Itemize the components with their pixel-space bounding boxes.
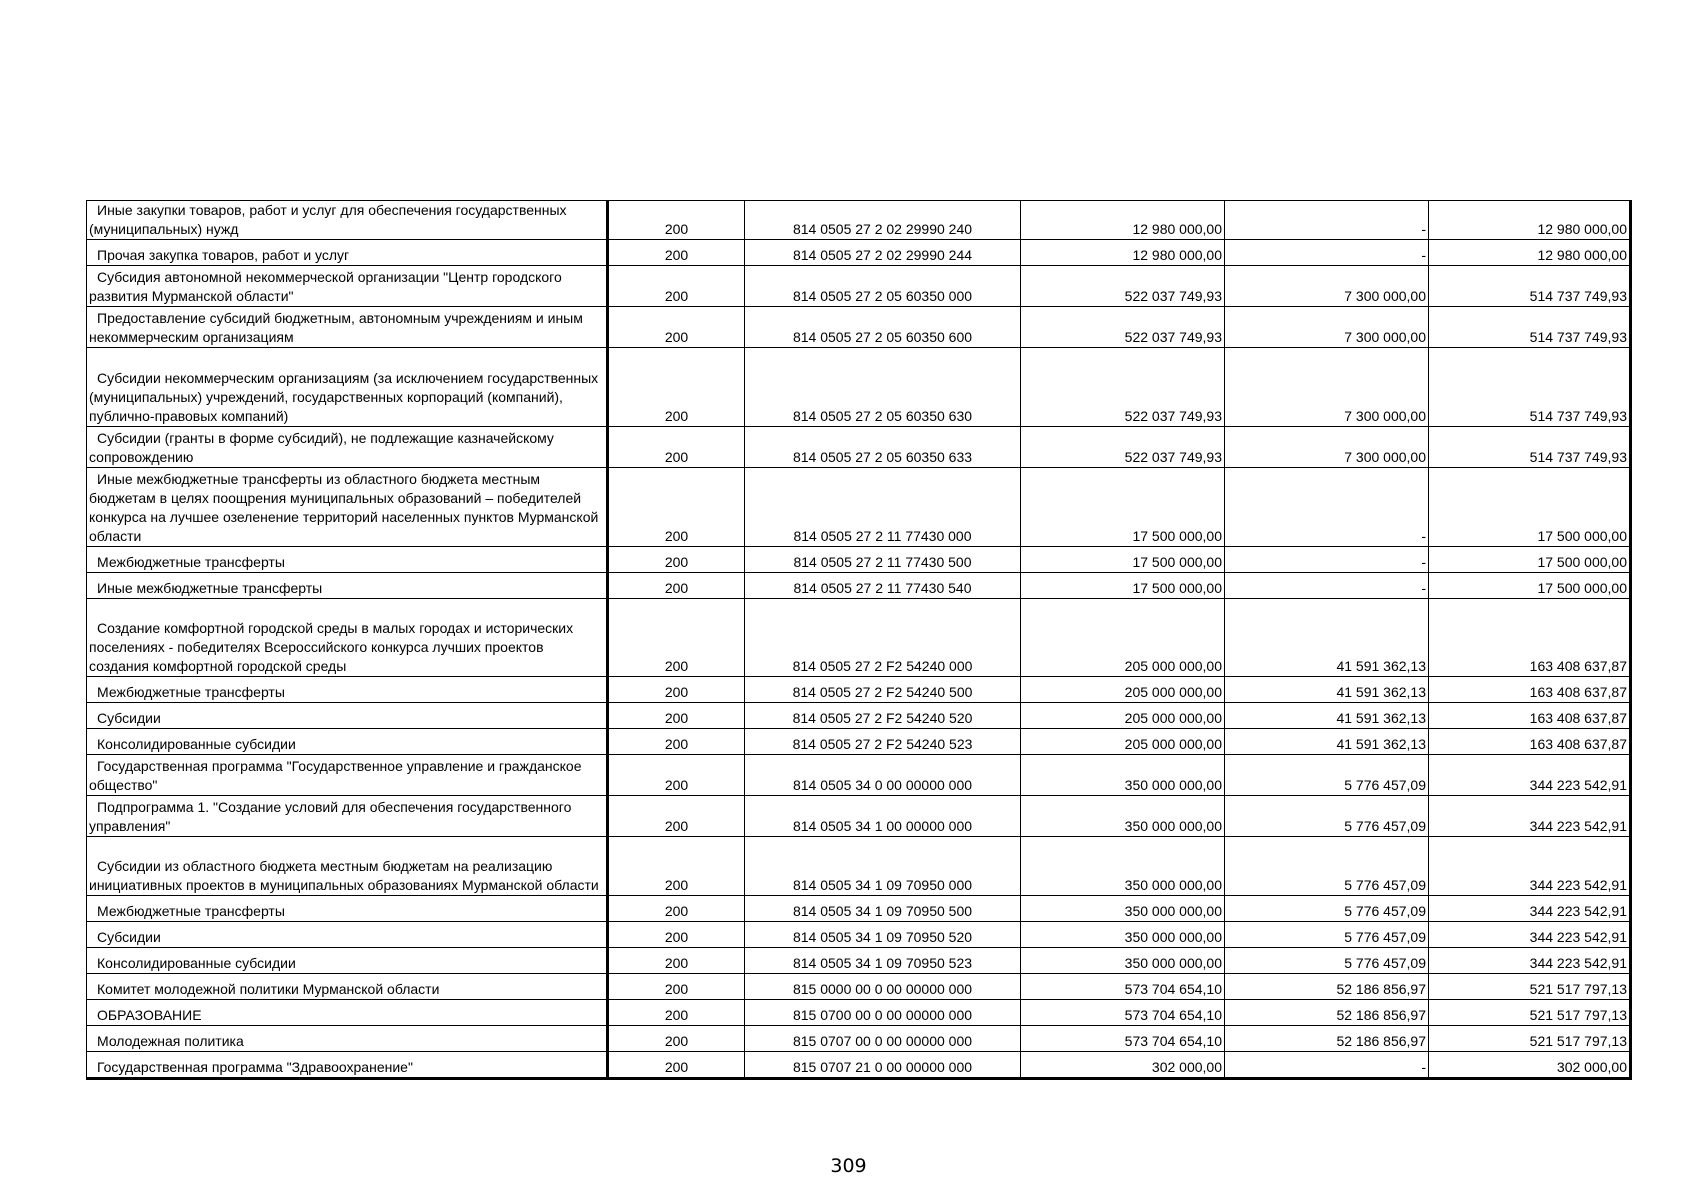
row-name-cell: Консолидированные субсидии [87,729,608,755]
table-row [87,837,1631,896]
row-remaining-cell: 344 223 542,91 [1429,896,1631,922]
row-name-cell: Молодежная политика [87,1026,608,1052]
row-executed-cell: 52 186 856,97 [1225,1000,1429,1026]
row-classification-cell: 814 0505 34 1 00 00000 000 [745,796,1021,837]
table-row [87,1000,1631,1026]
row-name-cell: Комитет молодежной политики Мурманской области [87,974,608,1000]
row-executed-cell: 41 591 362,13 [1225,729,1429,755]
table-row [87,1026,1631,1052]
row-remaining-cell: 12 980 000,00 [1429,201,1631,240]
row-remaining-cell: 344 223 542,91 [1429,948,1631,974]
row-executed-cell: 41 591 362,13 [1225,677,1429,703]
table-row [87,1052,1631,1079]
row-classification-cell: 814 0505 34 1 09 70950 500 [745,896,1021,922]
row-remaining-cell: 514 737 749,93 [1429,348,1631,427]
table-row [87,468,1631,547]
row-executed-cell: 7 300 000,00 [1225,266,1429,307]
row-classification-cell: 814 0505 34 1 09 70950 523 [745,948,1021,974]
row-remaining-cell: 514 737 749,93 [1429,427,1631,468]
row-executed-cell: - [1225,240,1429,266]
table-row [87,201,1631,240]
row-executed-cell: - [1225,201,1429,240]
row-classification-cell: 814 0505 27 2 02 29990 244 [745,240,1021,266]
row-name-cell: Консолидированные субсидии [87,948,608,974]
row-classification-cell: 814 0505 27 2 11 77430 000 [745,468,1021,547]
row-executed-cell: - [1225,547,1429,573]
table-row [87,922,1631,948]
row-classification-cell: 814 0505 27 2 05 60350 633 [745,427,1021,468]
row-classification-cell: 814 0505 27 2 F2 54240 000 [745,599,1021,677]
row-plan-cell: 12 980 000,00 [1021,201,1225,240]
row-classification-cell: 815 0707 21 0 00 00000 000 [745,1052,1021,1079]
row-remaining-cell: 17 500 000,00 [1429,468,1631,547]
row-name-cell: Субсидии [87,703,608,729]
row-code-cell: 200 [608,837,745,896]
page-number: 309 [830,1155,867,1177]
row-classification-cell: 814 0505 27 2 F2 54240 500 [745,677,1021,703]
table-row [87,599,1631,677]
row-plan-cell: 17 500 000,00 [1021,547,1225,573]
row-plan-cell: 522 037 749,93 [1021,307,1225,348]
table-row [87,703,1631,729]
row-name-cell: Прочая закупка товаров, работ и услуг [87,240,608,266]
table-row [87,427,1631,468]
row-code-cell: 200 [608,201,745,240]
row-name-cell: Государственная программа "Здравоохранение" [87,1052,608,1079]
row-remaining-cell: 514 737 749,93 [1429,266,1631,307]
row-remaining-cell: 163 408 637,87 [1429,703,1631,729]
row-plan-cell: 522 037 749,93 [1021,348,1225,427]
row-code-cell: 200 [608,974,745,1000]
table-row [87,729,1631,755]
row-classification-cell: 814 0505 27 2 05 60350 600 [745,307,1021,348]
row-remaining-cell: 521 517 797,13 [1429,1026,1631,1052]
row-executed-cell: - [1225,468,1429,547]
row-plan-cell: 522 037 749,93 [1021,266,1225,307]
row-plan-cell: 573 704 654,10 [1021,1026,1225,1052]
row-executed-cell: 52 186 856,97 [1225,974,1429,1000]
row-remaining-cell: 521 517 797,13 [1429,974,1631,1000]
row-code-cell: 200 [608,677,745,703]
table-row [87,348,1631,427]
row-name-cell: Субсидия автономной некоммерческой организации "Центр городского развития Мурманской области" [87,266,608,307]
row-executed-cell: 41 591 362,13 [1225,599,1429,677]
row-plan-cell: 302 000,00 [1021,1052,1225,1079]
table-row [87,573,1631,599]
row-code-cell: 200 [608,468,745,547]
table-row [87,266,1631,307]
row-code-cell: 200 [608,1052,745,1079]
row-name-cell: ОБРАЗОВАНИЕ [87,1000,608,1026]
table-row [87,677,1631,703]
row-plan-cell: 17 500 000,00 [1021,573,1225,599]
row-executed-cell: 5 776 457,09 [1225,796,1429,837]
row-classification-cell: 815 0000 00 0 00 00000 000 [745,974,1021,1000]
row-name-cell: Субсидии из областного бюджета местным бюджетам на реализацию инициативных проектов в муниципальных образованиях Мурманской области [87,837,608,896]
row-classification-cell: 814 0505 34 0 00 00000 000 [745,755,1021,796]
row-remaining-cell: 344 223 542,91 [1429,796,1631,837]
row-name-cell: Иные межбюджетные трансферты из областного бюджета местным бюджетам в целях поощрения муниципальных образований – победителей конкурса на лучшее озеленение территорий населенных пунктов Мурманской области [87,468,608,547]
budget-execution-table [86,200,1632,1080]
row-executed-cell: 7 300 000,00 [1225,427,1429,468]
row-plan-cell: 350 000 000,00 [1021,755,1225,796]
row-executed-cell: - [1225,573,1429,599]
row-remaining-cell: 163 408 637,87 [1429,599,1631,677]
row-remaining-cell: 521 517 797,13 [1429,1000,1631,1026]
row-name-cell: Подпрограмма 1. "Создание условий для обеспечения государственного управления" [87,796,608,837]
row-plan-cell: 12 980 000,00 [1021,240,1225,266]
row-name-cell: Предоставление субсидий бюджетным, автономным учреждениям и иным некоммерческим организациям [87,307,608,348]
row-name-cell: Субсидии некоммерческим организациям (за исключением государственных (муниципальных) учреждений, государственных корпораций (компаний), публично-правовых компаний) [87,348,608,427]
row-remaining-cell: 17 500 000,00 [1429,573,1631,599]
row-code-cell: 200 [608,948,745,974]
row-executed-cell: 41 591 362,13 [1225,703,1429,729]
row-executed-cell: 52 186 856,97 [1225,1026,1429,1052]
table-row [87,896,1631,922]
row-code-cell: 200 [608,348,745,427]
table-row [87,948,1631,974]
row-classification-cell: 814 0505 34 1 09 70950 520 [745,922,1021,948]
row-code-cell: 200 [608,703,745,729]
row-code-cell: 200 [608,599,745,677]
row-executed-cell: 5 776 457,09 [1225,837,1429,896]
row-name-cell: Субсидии (гранты в форме субсидий), не подлежащие казначейскому сопровождению [87,427,608,468]
row-code-cell: 200 [608,573,745,599]
row-code-cell: 200 [608,896,745,922]
row-executed-cell: 5 776 457,09 [1225,755,1429,796]
row-plan-cell: 17 500 000,00 [1021,468,1225,547]
row-plan-cell: 573 704 654,10 [1021,974,1225,1000]
row-code-cell: 200 [608,266,745,307]
row-name-cell: Государственная программа "Государственное управление и гражданское общество" [87,755,608,796]
row-remaining-cell: 344 223 542,91 [1429,837,1631,896]
row-executed-cell: 7 300 000,00 [1225,348,1429,427]
row-code-cell: 200 [608,240,745,266]
table-row [87,307,1631,348]
row-plan-cell: 205 000 000,00 [1021,729,1225,755]
row-remaining-cell: 344 223 542,91 [1429,922,1631,948]
row-remaining-cell: 163 408 637,87 [1429,677,1631,703]
row-name-cell: Создание комфортной городской среды в малых городах и исторических поселениях - победителях Всероссийского конкурса лучших проектов создания комфортной городской среды [87,599,608,677]
row-classification-cell: 814 0505 34 1 09 70950 000 [745,837,1021,896]
row-code-cell: 200 [608,1000,745,1026]
row-executed-cell: - [1225,1052,1429,1079]
row-code-cell: 200 [608,427,745,468]
row-plan-cell: 205 000 000,00 [1021,599,1225,677]
row-classification-cell: 814 0505 27 2 05 60350 000 [745,266,1021,307]
row-remaining-cell: 344 223 542,91 [1429,755,1631,796]
row-plan-cell: 350 000 000,00 [1021,896,1225,922]
row-executed-cell: 5 776 457,09 [1225,948,1429,974]
table-row [87,974,1631,1000]
row-executed-cell: 7 300 000,00 [1225,307,1429,348]
row-classification-cell: 814 0505 27 2 05 60350 630 [745,348,1021,427]
row-remaining-cell: 514 737 749,93 [1429,307,1631,348]
row-name-cell: Межбюджетные трансферты [87,896,608,922]
row-executed-cell: 5 776 457,09 [1225,922,1429,948]
row-remaining-cell: 302 000,00 [1429,1052,1631,1079]
row-code-cell: 200 [608,922,745,948]
row-classification-cell: 814 0505 27 2 11 77430 500 [745,547,1021,573]
row-code-cell: 200 [608,796,745,837]
row-executed-cell: 5 776 457,09 [1225,896,1429,922]
row-name-cell: Межбюджетные трансферты [87,677,608,703]
row-classification-cell: 815 0700 00 0 00 00000 000 [745,1000,1021,1026]
row-code-cell: 200 [608,307,745,348]
row-classification-cell: 814 0505 27 2 F2 54240 520 [745,703,1021,729]
row-classification-cell: 814 0505 27 2 F2 54240 523 [745,729,1021,755]
row-name-cell: Межбюджетные трансферты [87,547,608,573]
row-code-cell: 200 [608,755,745,796]
row-name-cell: Иные межбюджетные трансферты [87,573,608,599]
table-row [87,796,1631,837]
row-code-cell: 200 [608,1026,745,1052]
row-remaining-cell: 163 408 637,87 [1429,729,1631,755]
row-plan-cell: 205 000 000,00 [1021,677,1225,703]
table-row [87,755,1631,796]
row-plan-cell: 522 037 749,93 [1021,427,1225,468]
row-plan-cell: 350 000 000,00 [1021,948,1225,974]
row-plan-cell: 350 000 000,00 [1021,922,1225,948]
row-plan-cell: 205 000 000,00 [1021,703,1225,729]
row-plan-cell: 573 704 654,10 [1021,1000,1225,1026]
row-remaining-cell: 17 500 000,00 [1429,547,1631,573]
row-code-cell: 200 [608,729,745,755]
row-name-cell: Субсидии [87,922,608,948]
row-classification-cell: 815 0707 00 0 00 00000 000 [745,1026,1021,1052]
row-plan-cell: 350 000 000,00 [1021,796,1225,837]
row-classification-cell: 814 0505 27 2 02 29990 240 [745,201,1021,240]
row-remaining-cell: 12 980 000,00 [1429,240,1631,266]
table-row [87,240,1631,266]
row-classification-cell: 814 0505 27 2 11 77430 540 [745,573,1021,599]
row-name-cell: Иные закупки товаров, работ и услуг для обеспечения государственных (муниципальных) нужд [87,201,608,240]
table-row [87,547,1631,573]
row-plan-cell: 350 000 000,00 [1021,837,1225,896]
row-code-cell: 200 [608,547,745,573]
